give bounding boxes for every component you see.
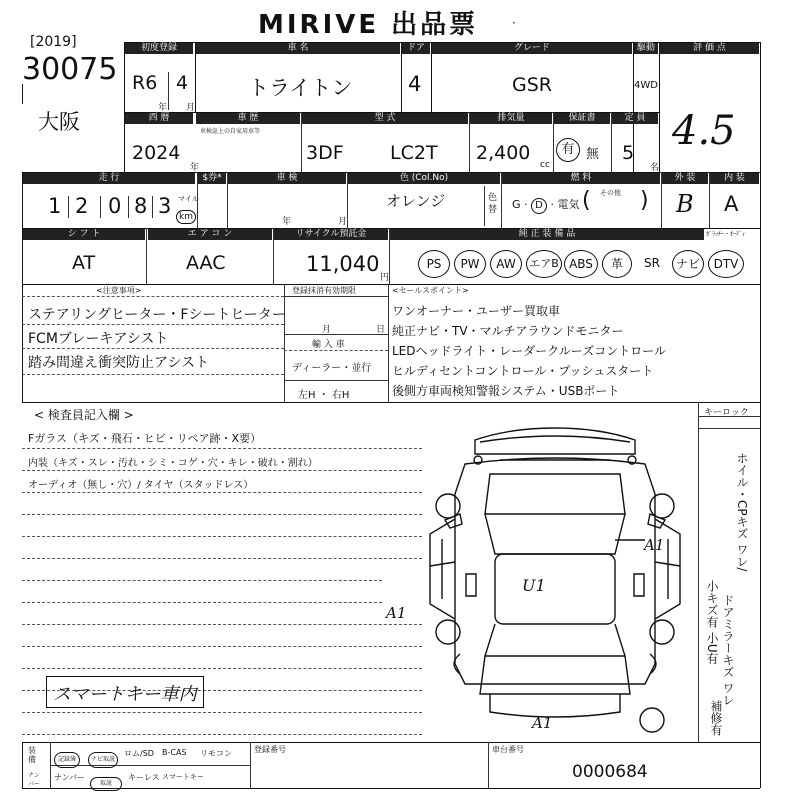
model-year: 2024 <box>132 142 181 164</box>
capacity: 5 <box>622 142 635 164</box>
import-label: ディーラー・並行 <box>292 363 372 374</box>
lot-number: 30075 <box>22 52 118 87</box>
sales-4: ヒルディセントコントロール・プッシュスタート <box>392 364 654 378</box>
expiry-day: 日 <box>376 325 386 335</box>
hdr-tax: $券* <box>198 173 226 184</box>
hdr-first-reg: 初度登録 <box>125 43 193 54</box>
hdr-inspector: < 検査員記入欄 > <box>34 408 134 422</box>
sales-2: 純正ナビ・TV・マルチアラウンドモニター <box>392 324 624 338</box>
equip-dtv: DTV <box>708 250 744 278</box>
hdr-keylock: キーロック <box>704 408 749 418</box>
hdr-warranty: 保証書 <box>554 113 610 124</box>
year-tag: [2019] <box>30 34 77 50</box>
hdr-car-name: 車 名 <box>196 43 400 54</box>
hdr-score: 評 価 点 <box>660 43 759 54</box>
equip-aw: AW <box>490 250 522 278</box>
sales-1: ワンオーナー・ユーザー買取車 <box>392 304 561 318</box>
cc-unit: cc <box>540 160 550 170</box>
damage-mark-roof: U1 <box>522 576 546 595</box>
exterior-grade: B <box>676 190 694 218</box>
legend-mirror: ドアミラーキズ ワレ <box>721 594 735 706</box>
fuel-paren-open: ( <box>582 188 591 213</box>
hdr-inspection: 車 検 <box>228 173 346 184</box>
doors: 4 <box>408 72 422 96</box>
equip-pw: PW <box>454 250 486 278</box>
bottom-item-manual: 取説 <box>90 770 122 791</box>
warranty-no: 無 <box>586 147 600 162</box>
hdr-notes: <注意事項> <box>96 286 142 295</box>
mileage-digits: 1 2 0 8 3 <box>48 194 172 218</box>
bottom-label-equip: 装備 <box>28 746 36 764</box>
color-change: 色替 <box>488 193 498 215</box>
aircon: AAC <box>186 252 226 274</box>
expiry-month: 月 <box>322 325 332 335</box>
hdr-displacement: 排気量 <box>470 113 552 124</box>
bottom-item-plate: ナンバー <box>54 773 86 782</box>
equip-abs: ABS <box>564 250 598 278</box>
recycle-fee: 11,040 <box>306 252 380 276</box>
damage-mark-left: A1 <box>386 604 407 622</box>
drive: 4WD <box>634 80 658 91</box>
sales-3: LEDヘッドライト・レーダークルーズコントロール <box>392 344 666 358</box>
serial-number: 0000684 <box>572 762 648 782</box>
hdr-expiry: 登録抹消有効期限 <box>292 286 356 295</box>
insp-year-unit: 年 <box>282 217 292 227</box>
fuel-options: G · D · 電気 <box>512 196 580 214</box>
hdr-mileage: 走 行 <box>23 173 195 184</box>
equip-sunroof: SR <box>644 256 660 270</box>
km-unit: km <box>176 204 196 224</box>
hdr-shift: シ フ ト <box>23 229 145 240</box>
hdr-interior: 内 装 <box>710 173 759 184</box>
bottom-label-plate: ナンバー <box>28 772 41 788</box>
hdr-drive: 駆動 <box>634 43 658 54</box>
history-note: 車検証上の自家用車等 <box>200 128 261 135</box>
handle-side: 左H ・ 右H <box>298 390 350 401</box>
bottom-item-record: 記録簿 <box>54 746 80 768</box>
equip-leather: 革 <box>602 250 632 278</box>
reg-year-unit: 年 <box>158 103 168 113</box>
hdr-aircon: エ ア コ ン <box>148 229 272 240</box>
hdr-exterior: 外 装 <box>662 173 708 184</box>
hdr-sales: <セールスポイント> <box>392 286 469 295</box>
car-name: トライトン <box>248 76 353 100</box>
displacement: 2,400 <box>476 142 531 164</box>
smart-key-note: スマートキー車内 <box>46 676 204 708</box>
legend-small-scratch: 小キズ有 小U有 <box>705 580 719 665</box>
warranty-yes: 有 <box>556 138 580 162</box>
note-2: FCMブレーキアシスト <box>28 331 169 347</box>
reg-era: R6 <box>132 72 158 94</box>
hdr-extra-eq: ｶﾞﾗｯﾁｰ・ｵｰﾃﾞｨ <box>706 231 746 238</box>
inspector-line-1: Fガラス（キズ・飛石・ヒビ・リペア跡・X要） <box>28 432 262 445</box>
title-dot: · <box>512 16 516 30</box>
hdr-fuel: 燃 料 <box>502 173 660 184</box>
hdr-history: 車 歴 <box>196 113 300 124</box>
inspector-line-2: 内装（キズ・スレ・汚れ・シミ・コゲ・穴・キレ・破れ・割れ） <box>28 458 318 469</box>
hdr-equipment: 純 正 装 備 品 <box>390 229 704 240</box>
hdr-model-year: 西 暦 <box>125 113 193 124</box>
bottom-item-keyless: キーレス <box>128 773 160 782</box>
reg-month: 4 <box>176 72 189 94</box>
type-code: LC2T <box>390 142 438 164</box>
capacity-unit: 名 <box>650 163 660 173</box>
hdr-doors: ドア <box>402 43 430 54</box>
legend-repair: 補修有 <box>709 700 723 736</box>
model-year-unit: 年 <box>190 163 200 173</box>
damage-mark-front-right: A1 <box>644 536 665 554</box>
interior-grade: A <box>724 192 739 216</box>
bottom-item-smartkey: スマートキー <box>162 773 204 781</box>
fuel-other: その他 <box>600 189 621 197</box>
shift: AT <box>72 252 96 274</box>
insp-month-unit: 月 <box>338 217 348 227</box>
venue: 大阪 <box>38 110 80 134</box>
hdr-grade: グレード <box>432 43 632 54</box>
fuel-paren-close: ) <box>640 188 649 213</box>
hdr-color: 色 (Col.No) <box>348 173 500 184</box>
type-prefix: 3DF <box>306 142 344 164</box>
hdr-capacity: 定 員 <box>612 113 658 124</box>
hdr-type: 型 式 <box>302 113 468 124</box>
reg-month-unit: 月 <box>186 103 196 113</box>
hdr-recycle: リサイクル預託金 <box>274 229 388 240</box>
hdr-import: 輸 入 車 <box>312 340 345 350</box>
grade: GSR <box>512 74 552 96</box>
hdr-reg-number: 登録番号 <box>254 745 286 754</box>
color: オレンジ <box>386 192 446 210</box>
bottom-item-rom: ロム/SD <box>124 749 154 758</box>
bottom-item-navi-manual: ナビ取説 <box>88 746 118 768</box>
inspector-line-3: オーディオ（無し・穴）/ タイヤ（スタッドレス） <box>28 480 254 491</box>
yen-unit: 円 <box>380 273 390 283</box>
bottom-item-bcas: B-CAS <box>162 748 187 757</box>
damage-mark-rear: A1 <box>532 714 553 732</box>
hdr-serial-number: 車台番号 <box>492 745 524 754</box>
equip-airbag: エアB <box>526 250 562 278</box>
equip-navi: ナビ <box>672 250 704 278</box>
note-1: ステアリングヒーター・Fシートヒーター <box>28 307 286 323</box>
bottom-item-remote: リモコン <box>200 749 232 758</box>
equip-ps: PS <box>418 250 450 278</box>
score: 4.5 <box>672 108 736 154</box>
note-3: 踏み間違え衝突防止アシスト <box>28 355 210 371</box>
form-title: MIRIVE 出品票 <box>258 10 479 40</box>
legend-wheel: ホイル・CPキズ ワレ/ <box>735 452 749 572</box>
mile-unit: マイル <box>178 195 199 203</box>
car-damage-diagram <box>420 424 690 742</box>
sales-5: 後側方車両検知警報システム・USBポート <box>392 384 620 398</box>
